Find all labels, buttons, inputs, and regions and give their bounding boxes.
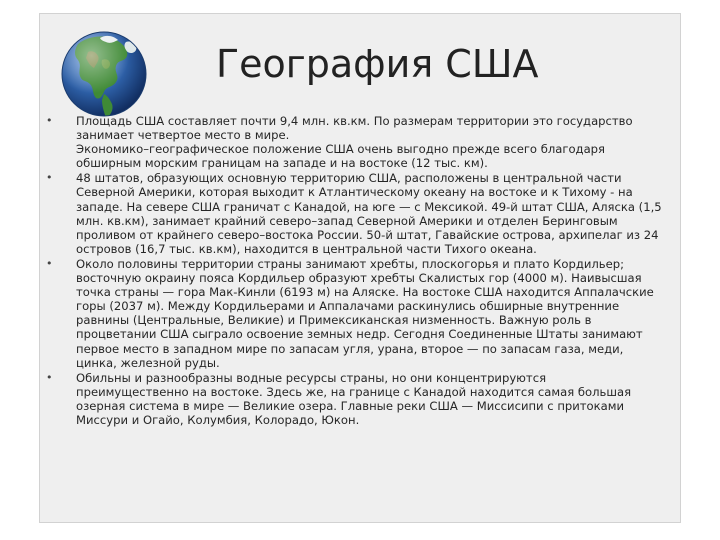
text-line: Экономико–географическое положение США очень выгодно прежде всего благодаря (76, 142, 606, 157)
text-line: Площадь США составляет почти 9,4 млн. кв.км. По размерам территории это государство (76, 114, 633, 128)
bullet-list (40, 114, 682, 428)
bullet-icon: • (46, 370, 53, 384)
text-line: проливом от крайнего северо–востока России. 50-й штат, Гавайские острова, архипелаг из 24 (76, 227, 659, 242)
text-line: островов (16,7 тыс. кв.км), находится в центральной части Тихого океана. (76, 241, 537, 256)
text-line: процветании США сыграло освоение земных недр. Сегодня Соединенные Штаты занимают (76, 327, 643, 342)
text-line: Обильны и разнообразны водные ресурсы страны, но они концентрируются (76, 370, 547, 385)
text-line: обширным морским границам на западе и на востоке (12 тыс. км). (76, 156, 488, 171)
text-line: озерная система в мире — Великие озера. Главные реки США — Миссисипи с притоками (76, 398, 625, 413)
globe-icon (60, 30, 148, 118)
page-title: География США (216, 42, 539, 86)
bullet-icon: • (46, 114, 53, 127)
text-line: 48 штатов, образующих основную территорию США, расположены в центральной части (76, 171, 622, 186)
list-item (40, 256, 654, 370)
text-line: Около половины территории страны занимают хребты, плоскогорья и плато Кордильер; (76, 256, 625, 271)
text-line: равнины (Центральные, Великие) и Примексиканская низменность. Важную роль в (76, 313, 592, 328)
slide (39, 13, 681, 523)
text-line: восточную окраину пояса Кордильер образуют хребты Скалистых гор (4000 м). Наивысшая (76, 271, 642, 286)
text-line: первое место в западном мире по запасам угля, урана, второе — по запасам газа, меди, (76, 341, 624, 356)
text-line: цинка, железной руды. (76, 355, 220, 370)
bullet-icon: • (46, 256, 53, 270)
text-line: занимает четвертое место в мире. (76, 128, 290, 143)
text-line: горы (2037 м). Между Кордильерами и Аппалачами раскинулись обширные внутренние (76, 299, 620, 314)
list-item (40, 114, 646, 170)
text-line: млн. кв.км), занимает крайний северо–запад Северной Америки и отделен Беринговым (76, 213, 618, 228)
bullet-icon: • (46, 171, 53, 185)
text-line: западе. На севере США граничат с Канадой, на юге — с Мексикой. 49-й штат США, Аляска (1,5 (76, 199, 662, 214)
text-line: Миссури и Огайо, Колумбия, Колорадо, Юкон. (76, 412, 360, 427)
list-item (40, 371, 646, 427)
list-item (40, 171, 662, 256)
text-line: Северной Америки, которая выходит к Атлантическому океану на востоке и к Тихому - на (76, 185, 633, 200)
text-line: преимущественно на востоке. Здесь же, на границе с Канадой находится самая большая (76, 384, 632, 399)
text-line: точка страны — гора Мак-Кинли (6193 м) на Аляске. На востоке США находится Аппалачские (76, 285, 654, 300)
